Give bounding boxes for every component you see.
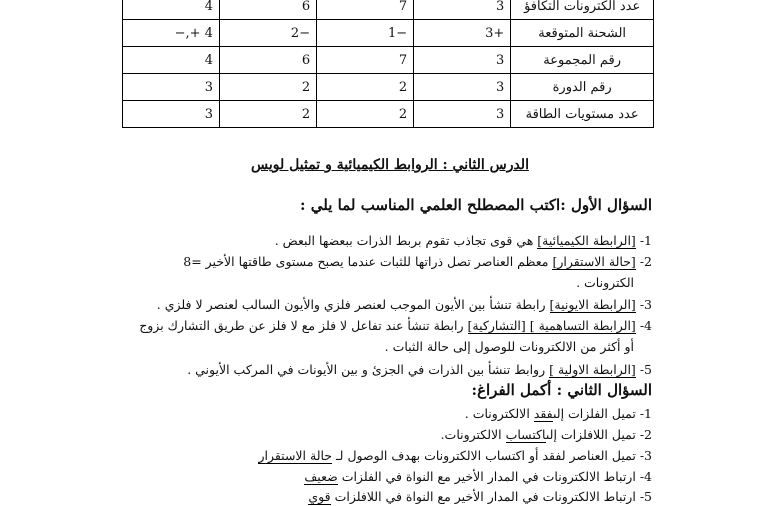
answer-term: [الرابطة الكيميائية]: [537, 233, 636, 248]
item-text: أو أكثر من الالكترونات للوصول إلى حالة الثبات .: [384, 339, 634, 354]
list-item: [465, 405, 652, 423]
list-item: [258, 447, 652, 465]
answer-term: [الرابطة التساهمية ] [التشاركية]: [467, 318, 636, 333]
answer-fill: اكتساب: [505, 427, 546, 442]
table-cell: 4: [123, 47, 220, 74]
list-item: [304, 468, 652, 486]
item-tail: الالكترونات .: [464, 406, 534, 421]
item-text: رابطة تنشأ عند تفاعل لا فلز مع لا فلز عن طريق التشارك بزوج: [139, 318, 468, 333]
table-cell: 3: [414, 74, 511, 101]
list-item: [139, 317, 652, 335]
table-cell: 7: [317, 47, 414, 74]
list-item: [183, 253, 652, 271]
table-row: [123, 101, 654, 128]
item-number: 2-: [639, 427, 652, 442]
table-cell: 4 +,−: [123, 20, 220, 47]
item-number: 5-: [639, 489, 652, 504]
table-cell: 2: [317, 74, 414, 101]
table-cell: −2: [220, 20, 317, 47]
table-cell: 2: [220, 101, 317, 128]
list-item: [157, 296, 652, 314]
item-number: 3-: [639, 297, 652, 312]
answer-term: [حالة الاستقرار]: [552, 254, 636, 269]
table-cell: 2: [317, 101, 414, 128]
table-row: [123, 0, 654, 20]
list-item: [187, 361, 652, 379]
row-label: عدد مستويات الطاقة: [511, 101, 654, 128]
answer-fill: فقد: [533, 406, 553, 421]
table-cell: 3: [123, 74, 220, 101]
item-text: رابطة تنشأ بين الأيون الموجب لعنصر فلزي والأيون السالب لعنصر لا فلزي .: [156, 297, 550, 312]
answer-term: [الرابطة الاولية ]: [549, 362, 636, 377]
question-two-heading: السؤال الثاني : أكمل الفراغ:: [471, 381, 652, 399]
item-number: 1-: [639, 406, 652, 421]
table-cell: 2: [220, 74, 317, 101]
table-row: [123, 74, 654, 101]
item-text: هي قوى تجاذب تقوم بربط الذرات ببعضها البعض .: [274, 233, 538, 248]
answer-fill: ضعيف: [304, 469, 338, 484]
answer-fill: قوي: [308, 489, 331, 504]
table-cell: +3: [414, 20, 511, 47]
row-label: عدد الكترونات التكافؤ: [511, 0, 654, 20]
table-cell: 3: [414, 0, 511, 20]
item-text: تميل العناصر لفقد أو اكتساب الالكترونات بهدف الوصول لـ: [332, 448, 636, 463]
table-cell: 7: [317, 0, 414, 20]
answer-fill: حالة الاستقرار: [258, 448, 333, 463]
lesson-title-text: الدرس الثاني : الروابط الكيميائية و تمثيل لويس: [251, 157, 529, 173]
table-cell: 3: [123, 101, 220, 128]
table-cell: −1: [317, 20, 414, 47]
answer-term: [الرابطة الايونية]: [549, 297, 636, 312]
item-number: 5-: [639, 362, 652, 377]
table-row: [123, 20, 654, 47]
item-text: تميل اللافلزات إلى: [545, 427, 636, 442]
list-item: [308, 488, 652, 506]
item-number: 3-: [639, 448, 652, 463]
element-properties-table: [122, 0, 654, 128]
table-cell: 6: [220, 47, 317, 74]
item-number: 1-: [639, 233, 652, 248]
item-number: 2-: [639, 254, 652, 269]
table-cell: 4: [123, 0, 220, 20]
question-one-heading: السؤال الأول :اكتب المصطلح العلمي المناسب لما يلي :: [300, 196, 652, 214]
row-label: رقم المجموعة: [511, 47, 654, 74]
table-cell: 6: [220, 0, 317, 20]
item-text: ارتباط الالكترونات في المدار الأخير مع النواة في اللافلزات: [330, 489, 636, 504]
row-label: الشحنة المتوقعة: [511, 20, 654, 47]
item-number: 4-: [639, 469, 652, 484]
item-tail: الالكترونات.: [440, 427, 506, 442]
item-number: 4-: [639, 318, 652, 333]
table-cell: 3: [414, 101, 511, 128]
item-text: روابط تنشأ بين الذرات في الجزئ و بين الأيونات في المركب الأيوني .: [187, 362, 550, 377]
item-text: معظم العناصر تصل ذراتها للثبات عندما يصبح مستوى طاقتها الأخير =8: [183, 254, 553, 269]
list-item: [441, 426, 652, 444]
item-text: ارتباط الالكترونات في المدار الأخير مع النواة في الفلزات: [337, 469, 636, 484]
list-item-continuation: [385, 338, 634, 356]
list-item-continuation: [576, 274, 634, 292]
list-item: [275, 232, 652, 250]
item-text: تميل الفلزات إلى: [552, 406, 636, 421]
table-cell: 3: [414, 47, 511, 74]
table-row: [123, 47, 654, 74]
item-text: الكترونات .: [576, 275, 634, 290]
lesson-title: [0, 157, 780, 173]
row-label: رقم الدورة: [511, 74, 654, 101]
